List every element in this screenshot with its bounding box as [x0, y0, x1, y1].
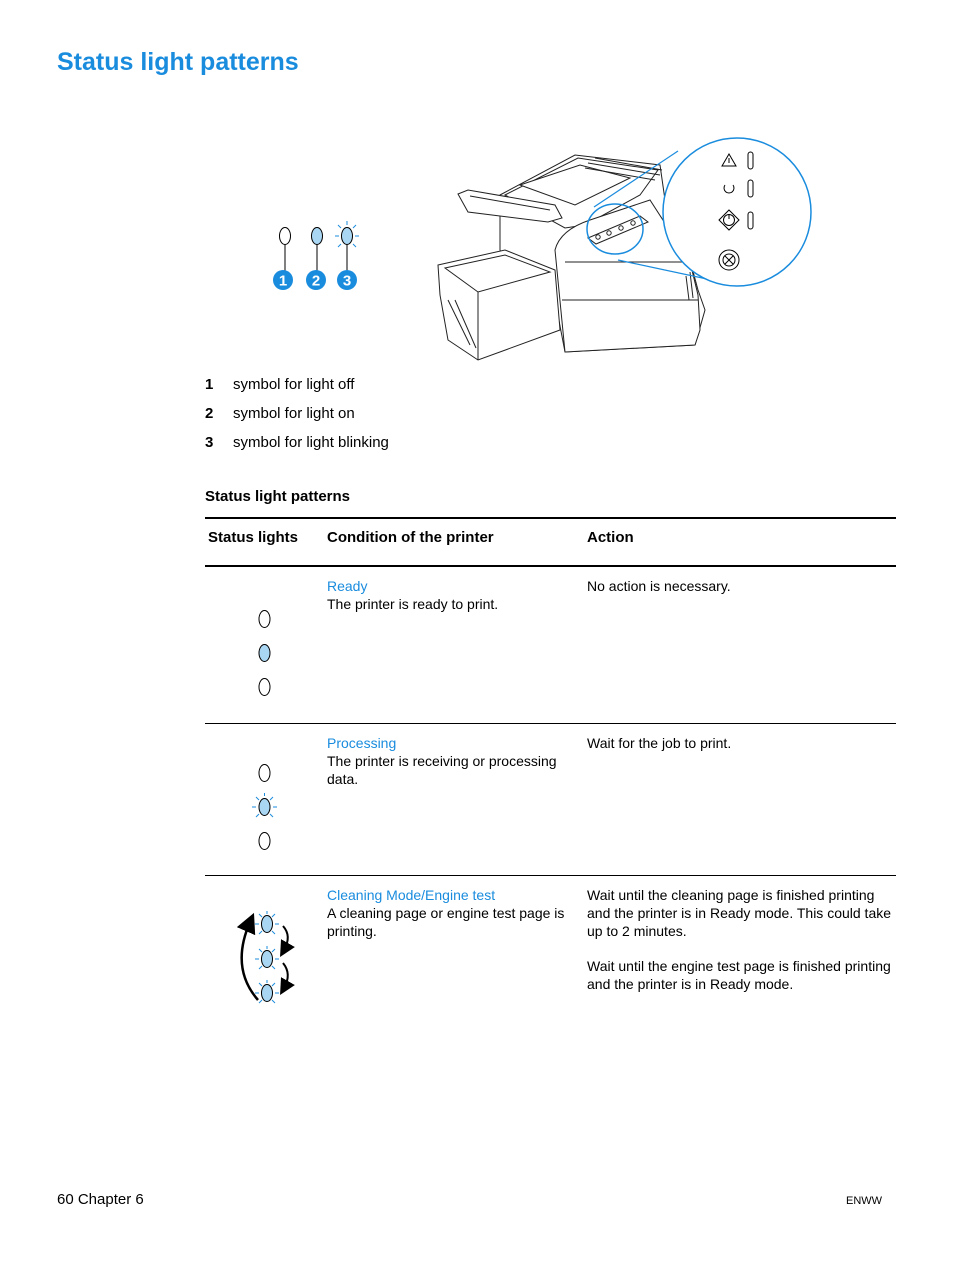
action-processing: Wait for the job to print.: [587, 735, 732, 751]
svg-text:2: 2: [311, 272, 321, 290]
table-top-rule: [205, 517, 896, 519]
light-off-symbol: [280, 228, 291, 272]
page-number-chapter: 60 Chapter 6: [57, 1191, 144, 1208]
light-blinking-symbol: [335, 221, 359, 271]
go-light: [748, 212, 753, 229]
condition-desc-cleaning: A cleaning page or engine test page is printing.: [327, 905, 565, 939]
light-blinking: [255, 980, 279, 1003]
cleaning-lights: [228, 908, 298, 1008]
callout-2: [306, 270, 326, 290]
page-title: Status light patterns: [57, 48, 299, 76]
ready-light: [748, 180, 753, 197]
row-divider: [205, 723, 896, 724]
condition-desc-ready: The printer is ready to print.: [327, 596, 499, 612]
light-blinking: [255, 946, 279, 969]
light-off: [259, 765, 270, 782]
header-action: Action: [587, 529, 634, 546]
action-engine-test: Wait until the engine test page is finished printing and the printer is in Ready mode.: [587, 958, 891, 992]
light-off: [259, 833, 270, 850]
condition-desc-processing: The printer is receiving or processing data.: [327, 753, 557, 787]
control-panel-zoom: [663, 138, 811, 286]
status-light-figure: [0, 0, 954, 370]
attention-light: [748, 152, 753, 169]
callout-3: [337, 270, 357, 290]
condition-title-ready: Ready: [327, 578, 368, 594]
row-divider: [205, 875, 896, 876]
svg-text:3: 3: [342, 272, 352, 290]
processing-lights: [250, 760, 280, 852]
light-on-symbol: [312, 228, 323, 272]
header-status-lights: Status lights: [208, 529, 299, 546]
light-blinking: [255, 911, 279, 934]
ready-lights: [250, 606, 280, 698]
action-ready: No action is necessary.: [587, 578, 731, 594]
printer-illustration: [438, 155, 705, 360]
light-blinking: [252, 793, 277, 817]
callout-1: [273, 270, 293, 290]
table-caption: Status light patterns: [205, 488, 351, 505]
condition-title-cleaning: Cleaning Mode/Engine test: [327, 887, 496, 903]
footer-enww: ENWW: [846, 1195, 883, 1207]
light-on: [259, 645, 270, 662]
svg-text:1: 1: [278, 272, 288, 290]
action-cleaning: Wait until the cleaning page is finished printing and the printer is in Ready mode. This could take up to 2 minutes.: [587, 887, 892, 939]
light-off: [259, 679, 270, 696]
light-off: [259, 611, 270, 628]
table-header-rule: [205, 565, 896, 567]
header-condition: Condition of the printer: [327, 529, 494, 546]
condition-title-processing: Processing: [327, 735, 397, 751]
